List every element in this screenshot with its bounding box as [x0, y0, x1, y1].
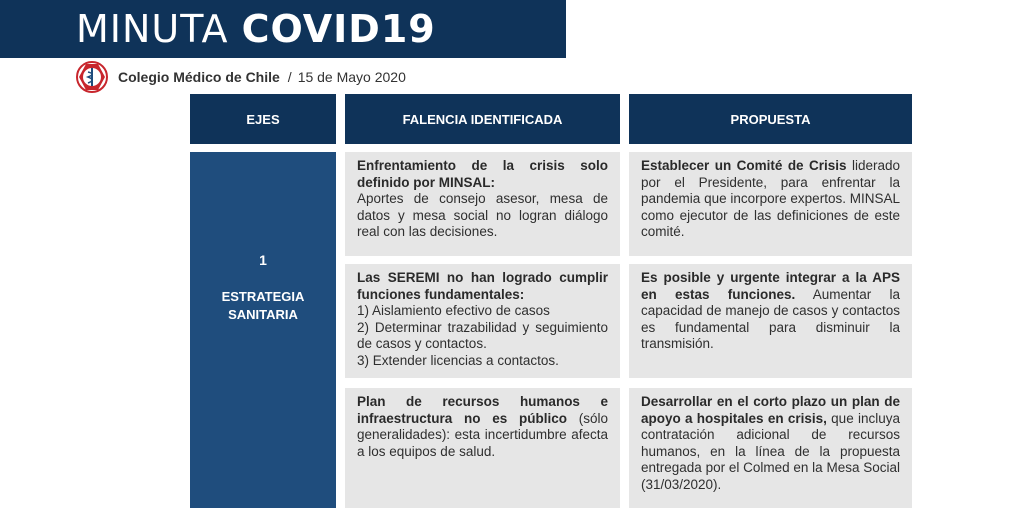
falencia-3-text: (sólo generalidades): esta incertidumbre afecta a los equipos de salud. — [357, 410, 608, 459]
header-banner — [0, 0, 566, 58]
falencia-1-text: Aportes de consejo asesor, mesa de datos y mesa social no logran diálogo real con las decisiones. — [357, 191, 608, 239]
falencia-2-item-3: 3) Extender licencias a contactos. — [357, 352, 559, 368]
propuesta-2-heading: Es posible y urgente integrar a la APS en estas funciones. — [641, 270, 900, 302]
falencia-2-item-2: 2) Determinar trazabilidad y seguimiento de casos y contactos. — [357, 319, 608, 351]
propuesta-3-heading: Desarrollar en el corto plazo un plan de apoyo a hospitales en crisis, — [641, 394, 900, 426]
axis-cell-estrategia-sanitaria — [190, 152, 336, 508]
falencia-cell-3 — [345, 388, 620, 508]
byline — [76, 61, 406, 93]
falencia-2-item-1: 1) Aislamiento efectivo de casos — [357, 303, 550, 318]
column-header-falencia: FALENCIA IDENTIFICADA — [345, 94, 620, 144]
propuesta-cell-1 — [629, 152, 912, 256]
propuesta-1-text: liderado por el Presidente, para enfrentar la pandemia que incorpore expertos. MINSAL como ejecutor de las definiciones de este comité. — [641, 158, 900, 239]
banner-title-minuta: MINUTA — [76, 7, 242, 51]
falencia-cell-1 — [345, 152, 620, 256]
propuesta-2-text: Aumentar la capacidad de manejo de casos y contactos es fundamental para disminuir la transmisión. — [641, 286, 900, 351]
propuesta-cell-2 — [629, 264, 912, 378]
axis-name-line1: ESTRATEGIA — [221, 289, 305, 304]
byline-separator: / — [287, 69, 292, 85]
propuesta-cell-3 — [629, 388, 912, 508]
falencia-3-heading: Plan de recursos humanos e infraestructura no es público — [357, 394, 608, 426]
falencia-2-heading: Las SEREMI no han logrado cumplir funciones fundamentales: — [357, 270, 608, 302]
document-date: 15 de Mayo 2020 — [297, 69, 406, 85]
organization-name: Colegio Médico de Chile — [118, 69, 280, 85]
falencia-1-heading: Enfrentamiento de la crisis solo definido por MINSAL: — [357, 158, 608, 190]
axis-number: 1 — [259, 252, 267, 268]
column-header-ejes: EJES — [190, 94, 336, 144]
falencia-cell-2 — [345, 264, 620, 378]
propuesta-3-text: que incluya contratación adicional de recursos humanos, en la línea de la propuesta entregada por el Colmed en la Mesa Social (31/03/2020). — [641, 410, 900, 492]
colmed-caduceus-logo-icon — [76, 61, 108, 93]
axis-name-line2: SANITARIA — [228, 307, 298, 322]
propuesta-1-heading: Establecer un Comité de Crisis — [641, 158, 847, 173]
banner-title-covid19: COVID19 — [241, 7, 436, 51]
column-header-propuesta: PROPUESTA — [629, 94, 912, 144]
